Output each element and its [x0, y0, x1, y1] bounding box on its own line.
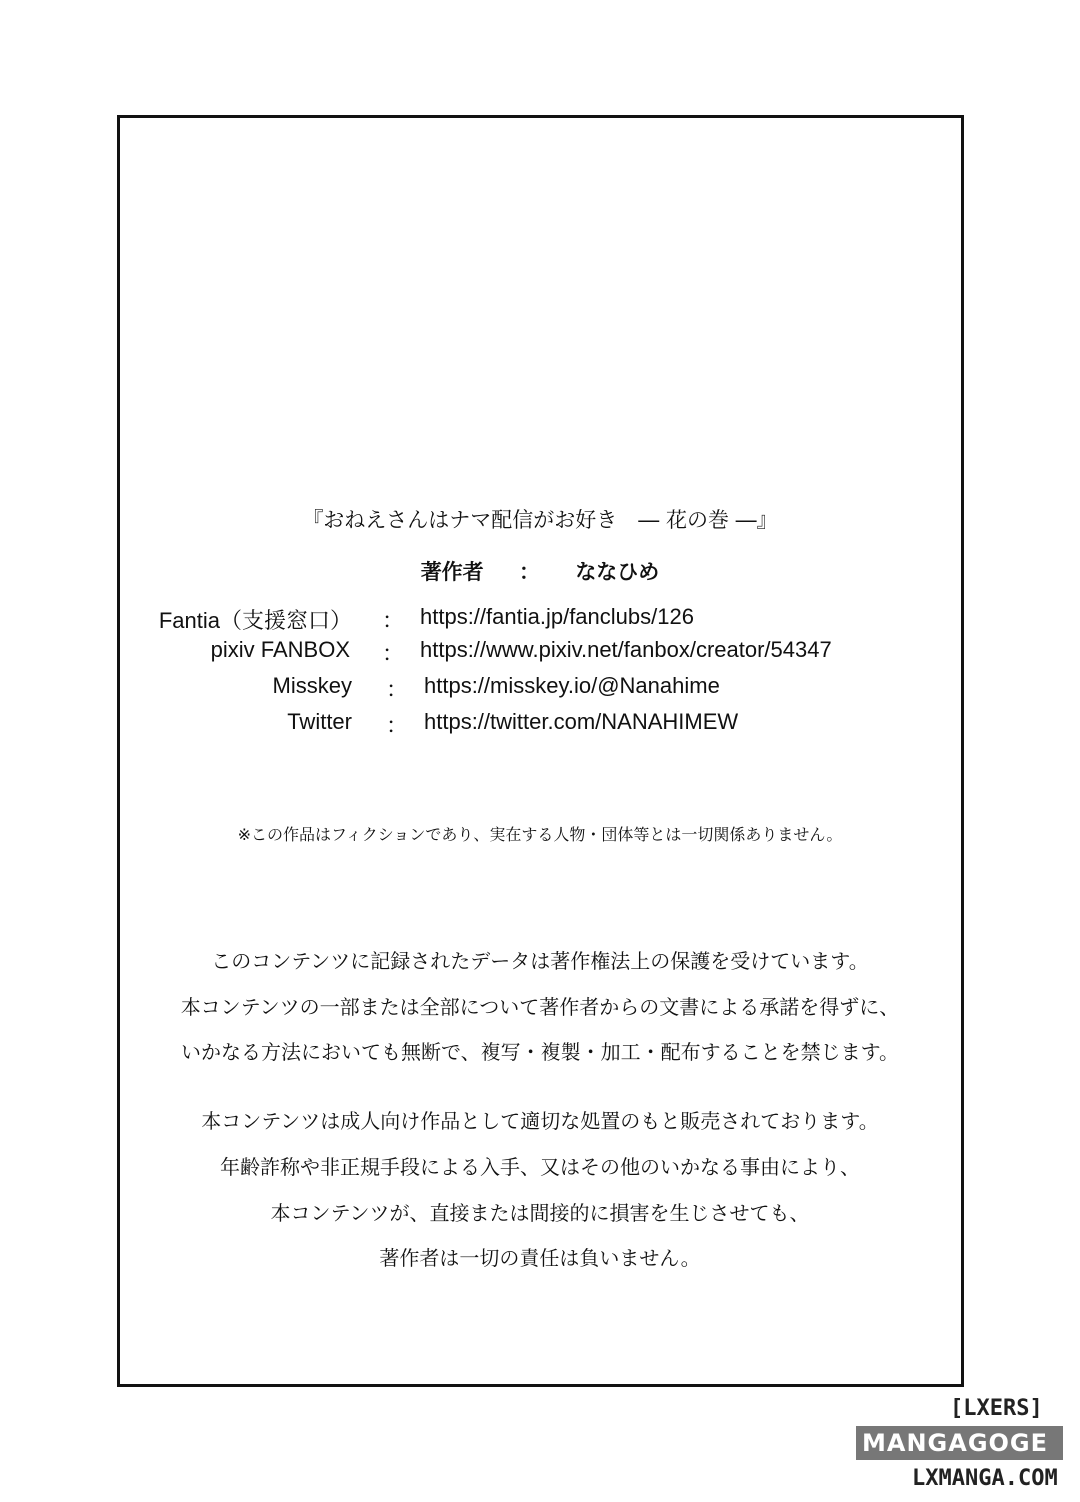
link-url[interactable]: https://misskey.io/@Nanahime [424, 673, 720, 698]
author-sep: ： [519, 560, 540, 584]
link-url[interactable]: https://www.pixiv.net/fanbox/creator/54347 [420, 637, 832, 662]
link-label: Fantia（支援窓口） [158, 608, 352, 633]
link-label: pixiv FANBOX [210, 637, 350, 662]
link-sep: ： [382, 641, 405, 666]
link-row-fantia [0, 604, 1080, 634]
link-row-fanbox [0, 637, 1080, 667]
copyright-line: いかなる方法においても無断で、複写・複製・加工・配布することを禁じます。 [181, 1040, 899, 1064]
watermark-top: [LXERS] [950, 1396, 1043, 1421]
link-row-twitter [0, 709, 1080, 739]
disclaimer-line: 本コンテンツは成人向け作品として適切な処置のもと販売されております。 [201, 1109, 879, 1133]
watermark-logo [852, 1396, 1077, 1500]
link-sep: ： [386, 677, 409, 702]
fiction-note: ※この作品はフィクションであり、実在する人物・団体等とは一切関係ありません。 [237, 825, 843, 844]
link-label: Twitter [287, 709, 352, 734]
disclaimer-line: 著作者は一切の責任は負いません。 [379, 1246, 701, 1270]
link-row-misskey [0, 673, 1080, 703]
author-name: ななひめ [575, 560, 660, 584]
link-url[interactable]: https://twitter.com/NANAHIMEW [424, 709, 739, 734]
disclaimer-line: 本コンテンツが、直接または間接的に損害を生じさせても、 [270, 1201, 810, 1225]
copyright-line: 本コンテンツの一部または全部について著作者からの文書による承諾を得ずに、 [180, 995, 900, 1019]
link-label: Misskey [272, 673, 352, 698]
watermark-box: MANGAGOGE [856, 1426, 1063, 1460]
author-line [0, 556, 1080, 586]
link-sep: ： [382, 608, 405, 633]
disclaimer-line: 年齢詐称や非正規手段による入手、又はその他のいかなる事由により、 [220, 1155, 860, 1179]
link-sep: ： [386, 713, 409, 738]
watermark-bottom: LXMANGA.COM [912, 1466, 1058, 1491]
author-label: 著作者 [420, 560, 484, 584]
copyright-line: このコンテンツに記録されたデータは著作権法上の保護を受けています。 [211, 949, 869, 973]
book-title: 『おねえさんはナマ配信がお好き ― 花の巻 ―』 [302, 508, 778, 532]
link-url[interactable]: https://fantia.jp/fanclubs/126 [420, 604, 694, 629]
